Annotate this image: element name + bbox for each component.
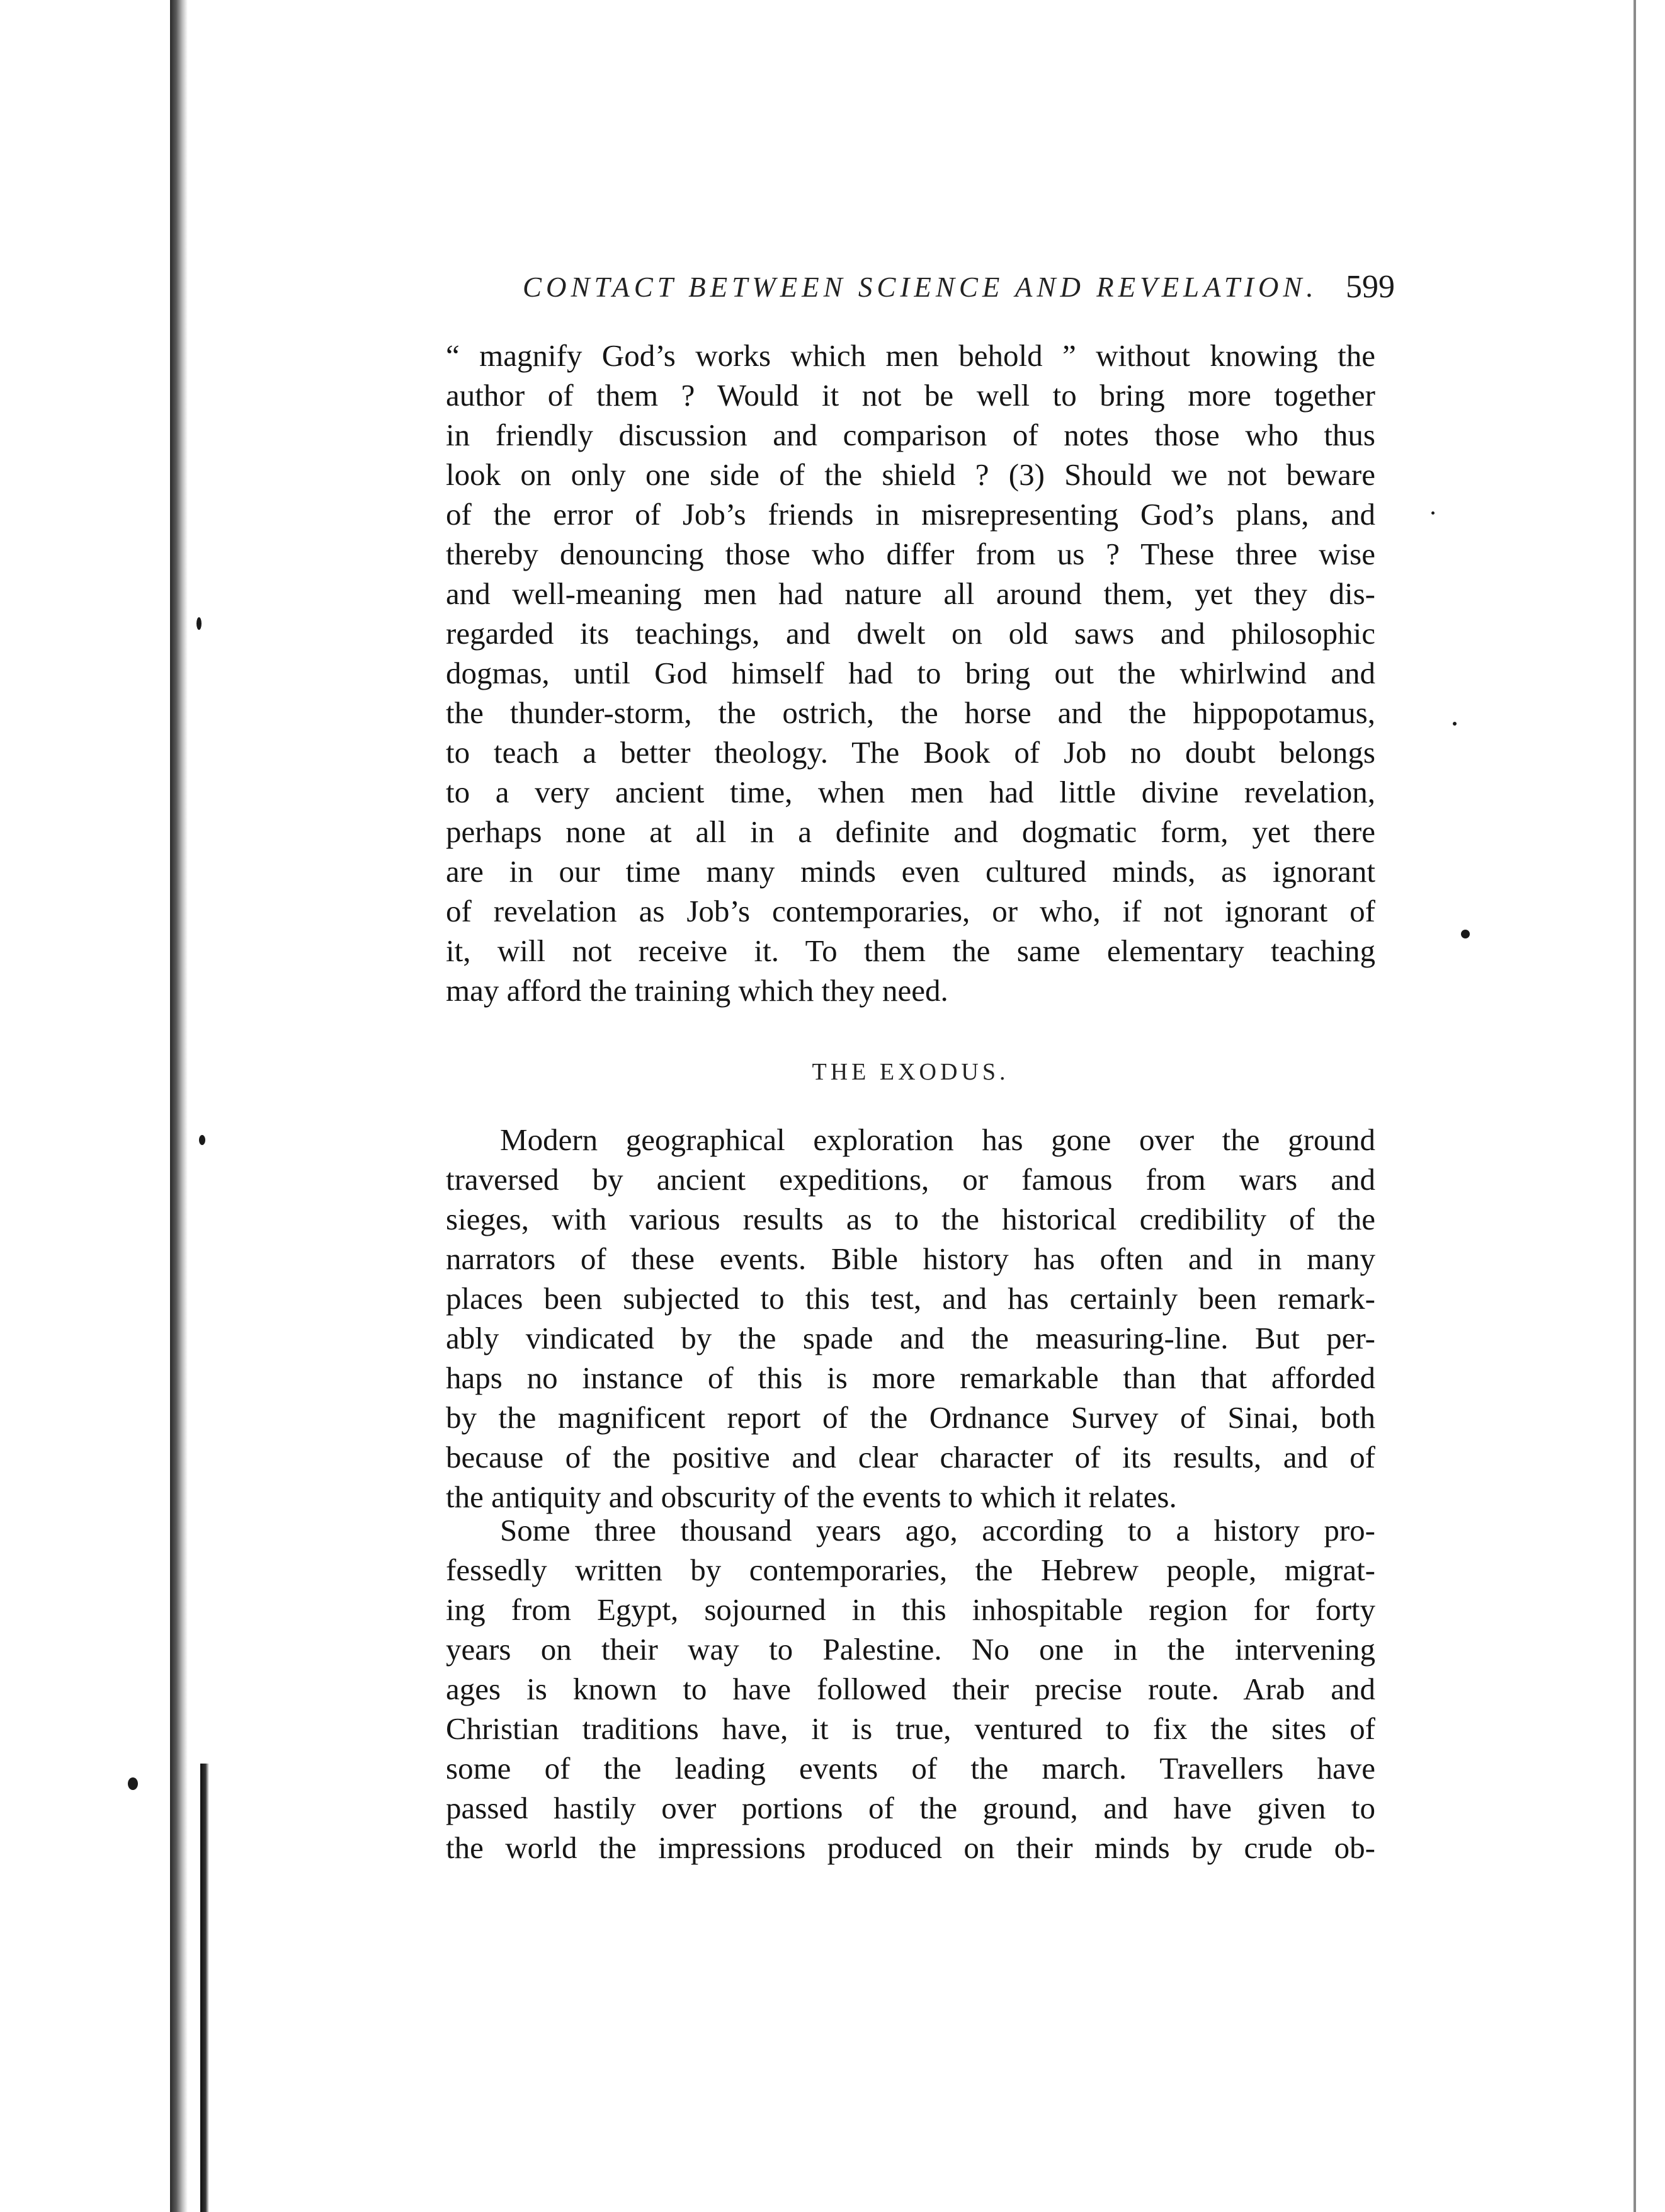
text-line: years on their way to Palestine. No one in the intervening [446, 1632, 1375, 1667]
scan-speck [199, 1135, 205, 1145]
text-line: some of the leading events of the march. Travellers have [446, 1751, 1375, 1786]
text-line: are in our time many minds even cultured minds, as ignorant [446, 854, 1375, 889]
section-heading: THE EXODUS. [812, 1059, 1009, 1085]
text-line: look on only one side of the shield ? (3) Should we not beware [446, 457, 1375, 492]
text-line: Christian traditions have, it is true, ventured to fix the sites of [446, 1711, 1375, 1746]
text-line: may afford the training which they need. [446, 973, 948, 1008]
text-line: perhaps none at all in a definite and dogmatic form, yet there [446, 814, 1375, 849]
paragraph [446, 1510, 1375, 1867]
scan-speck [128, 1777, 138, 1790]
text-line: thereby denouncing those who differ from us ? These three wise [446, 537, 1375, 571]
text-line: author of them ? Would it not be well to bring more together [446, 378, 1375, 413]
text-line: and well-meaning men had nature all around them, yet they dis- [446, 576, 1375, 611]
text-line: to a very ancient time, when men had little divine revelation, [446, 775, 1375, 809]
text-line: the world the impressions produced on their minds by crude ob- [446, 1830, 1375, 1865]
text-line: the thunder-storm, the ostrich, the horse and the hippopotamus, [446, 695, 1375, 730]
text-line: of revelation as Job’s contemporaries, or who, if not ignorant of [446, 894, 1375, 928]
page-number: 599 [1346, 269, 1395, 305]
text-line: to teach a better theology. The Book of Job no doubt belongs [446, 735, 1375, 770]
book-binding-edge [170, 0, 188, 2212]
text-line: sieges, with various results as to the historical credibility of the [446, 1202, 1375, 1236]
paragraph-continued [446, 336, 1375, 1010]
text-line: places been subjected to this test, and has certainly been remark- [446, 1281, 1375, 1316]
text-line: haps no instance of this is more remarkable than that afforded [446, 1360, 1375, 1395]
text-line: in friendly discussion and comparison of notes those who thus [446, 418, 1375, 452]
paragraph [446, 1120, 1375, 1517]
text-line: passed hastily over portions of the ground, and have given to [446, 1791, 1375, 1825]
text-line: because of the positive and clear character of its results, and of [446, 1440, 1375, 1474]
text-line: of the error of Job’s friends in misrepresenting God’s plans, and [446, 497, 1375, 532]
text-line: ing from Egypt, sojourned in this inhospitable region for forty [446, 1592, 1375, 1627]
text-line: Modern geographical exploration has gone over the ground [500, 1122, 1375, 1157]
text-line: traversed by ancient expeditions, or famous from wars and [446, 1162, 1375, 1197]
text-line: regarded its teachings, and dwelt on old saws and philosophic [446, 616, 1375, 651]
text-line: fessedly written by contemporaries, the Hebrew people, migrat- [446, 1553, 1375, 1587]
running-header [523, 271, 1395, 315]
text-line: it, will not receive it. To them the same elementary teaching [446, 933, 1375, 968]
text-line: by the magnificent report of the Ordnance Survey of Sinai, both [446, 1400, 1375, 1435]
scan-speck [1453, 722, 1457, 726]
scan-speck [1461, 930, 1470, 938]
text-line: Some three thousand years ago, according to a history pro- [500, 1513, 1375, 1548]
text-line: ably vindicated by the spade and the measuring-line. But per- [446, 1321, 1375, 1355]
text-line: “ magnify God’s works which men behold ” without knowing the [446, 338, 1375, 373]
text-line: narrators of these events. Bible history has often and in many [446, 1241, 1375, 1276]
page-right-border [1634, 0, 1636, 2212]
text-line: dogmas, until God himself had to bring out the whirlwind and [446, 656, 1375, 690]
book-binding-shadow [200, 1764, 209, 2212]
running-title: CONTACT BETWEEN SCIENCE AND REVELATION. [523, 271, 1318, 303]
scan-speck [1431, 511, 1435, 515]
text-line: the antiquity and obscurity of the events to which it relates. [446, 1479, 1177, 1514]
text-line: ages is known to have followed their precise route. Arab and [446, 1672, 1375, 1706]
scan-speck [196, 617, 202, 630]
